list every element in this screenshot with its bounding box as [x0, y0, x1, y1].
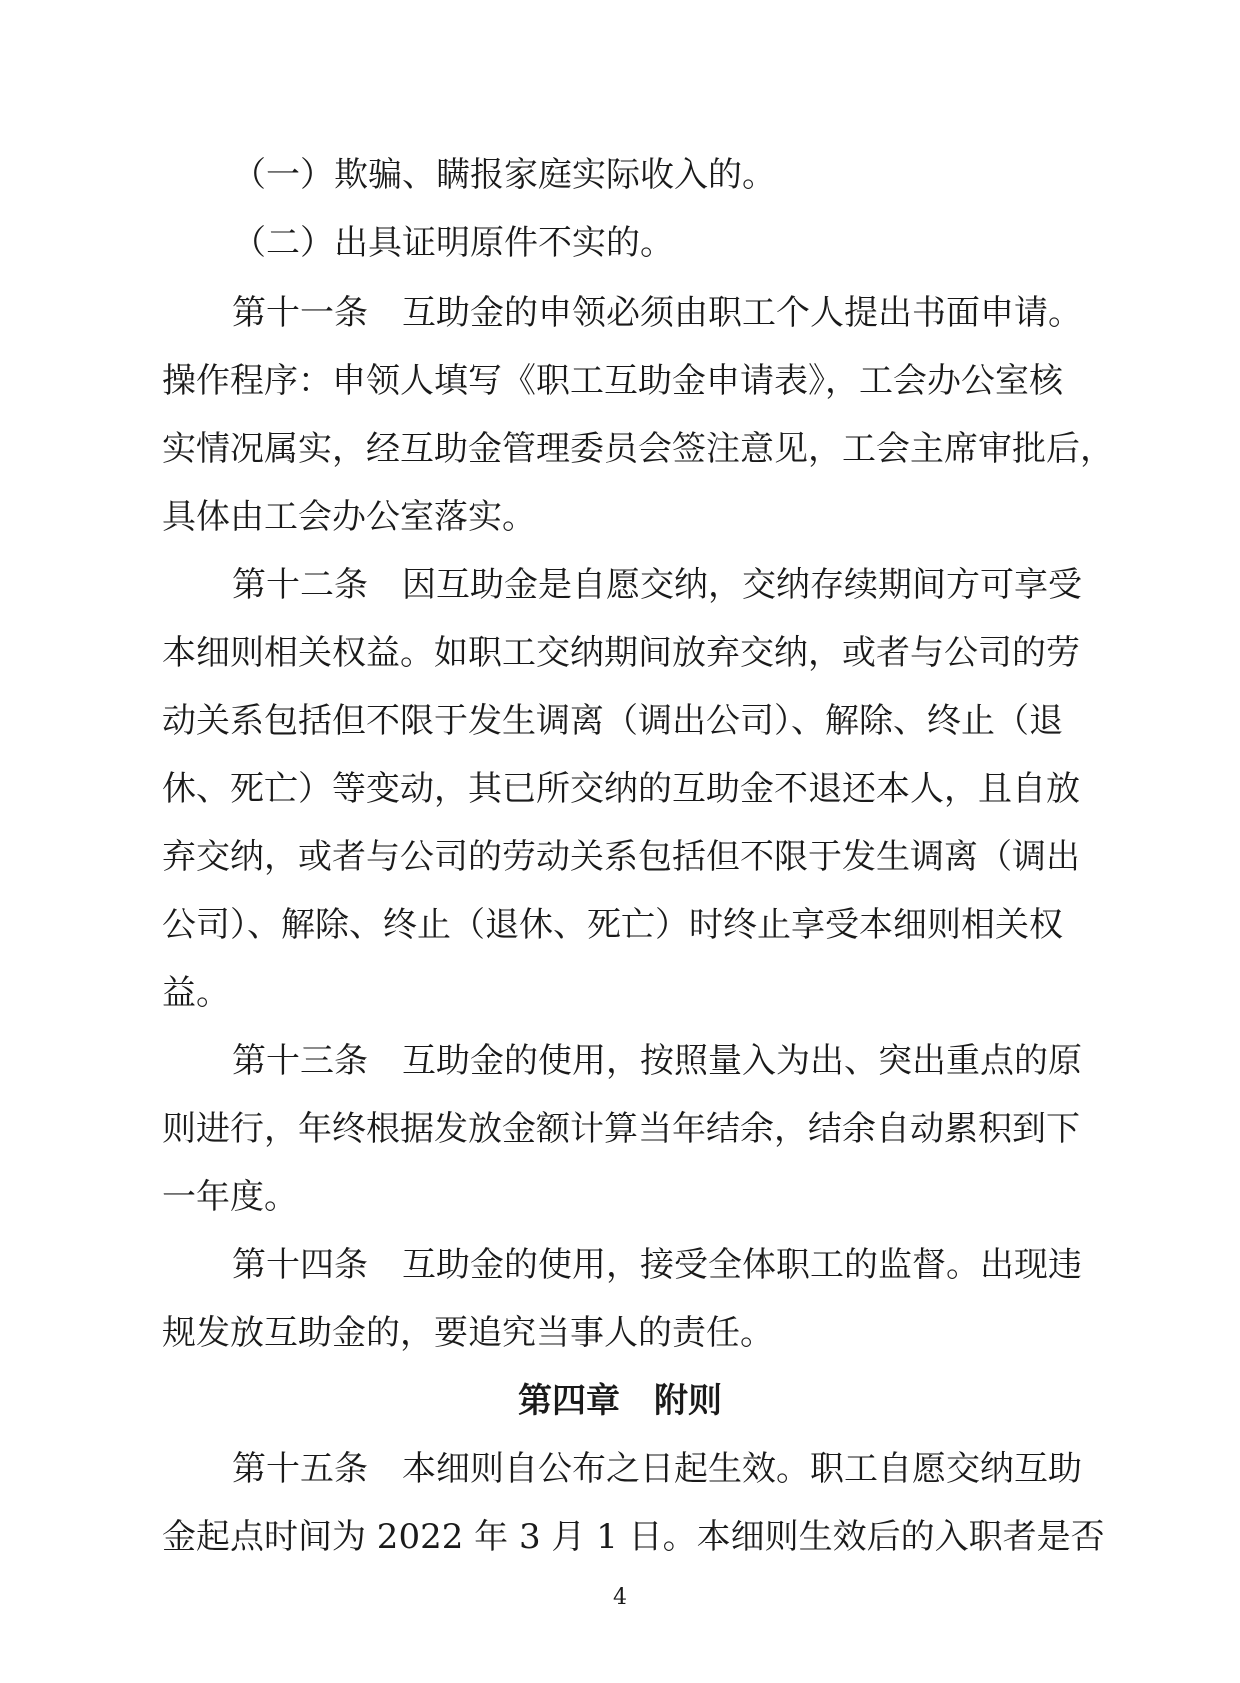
article-11-line-3: 实情况属实，经互助金管理委员会签注意见，工会主席审批后， [162, 429, 1114, 469]
clause-item-2: （二）出具证明原件不实的。 [232, 223, 674, 263]
article-12-line-5: 弃交纳，或者与公司的劳动关系包括但不限于发生调离（调出 [162, 837, 1080, 877]
article-13-line-1: 第十三条 互助金的使用，按照量入为出、突出重点的原 [232, 1041, 1082, 1081]
article-11-line-2: 操作程序：申领人填写《职工互助金申请表》，工会办公室核 [162, 361, 1063, 401]
article-14-line-1: 第十四条 互助金的使用，接受全体职工的监督。出现违 [232, 1245, 1082, 1285]
article-11-line-1: 第十一条 互助金的申领必须由职工个人提出书面申请。 [232, 293, 1082, 333]
page-number: 4 [613, 1585, 627, 1610]
article-13-line-3: 一年度。 [162, 1177, 298, 1217]
article-15-line-2: 金起点时间为 2022 年 3 月 1 日。本细则生效后的入职者是否 [162, 1517, 1105, 1557]
article-14-line-2: 规发放互助金的，要追究当事人的责任。 [162, 1313, 774, 1353]
article-13-line-2: 则进行，年终根据发放金额计算当年结余，结余自动累积到下 [162, 1109, 1080, 1149]
article-12-line-4: 休、死亡）等变动，其已所交纳的互助金不退还本人，且自放 [162, 769, 1080, 809]
article-12-line-2: 本细则相关权益。如职工交纳期间放弃交纳，或者与公司的劳 [162, 633, 1080, 673]
article-12-line-7: 益。 [162, 973, 230, 1013]
chapter-heading: 第四章 附则 [518, 1381, 722, 1421]
article-12-line-1: 第十二条 因互助金是自愿交纳，交纳存续期间方可享受 [232, 565, 1082, 605]
article-15-line-1: 第十五条 本细则自公布之日起生效。职工自愿交纳互助 [232, 1449, 1082, 1489]
article-12-line-3: 动关系包括但不限于发生调离（调出公司）、解除、终止（退 [162, 701, 1063, 741]
article-11-line-4: 具体由工会办公室落实。 [162, 497, 536, 537]
clause-item-1: （一）欺骗、瞒报家庭实际收入的。 [232, 155, 776, 195]
article-12-line-6: 公司）、解除、终止（退休、死亡）时终止享受本细则相关权 [162, 905, 1063, 945]
